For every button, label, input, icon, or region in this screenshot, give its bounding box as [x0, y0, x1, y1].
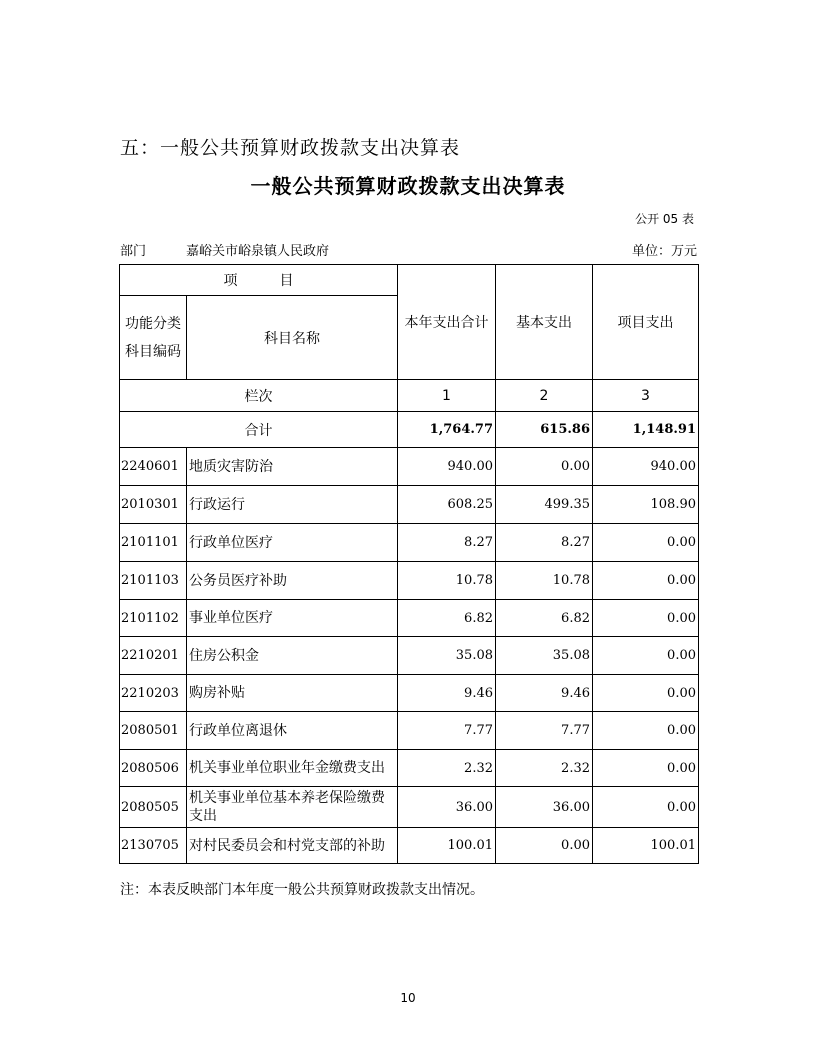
- row-code: 2080501: [120, 712, 187, 750]
- row-subject-name: 购房补贴: [187, 675, 398, 712]
- row-total: 7.77: [398, 712, 496, 750]
- table-row: [120, 562, 699, 600]
- row-subject-name: 地质灾害防治: [187, 448, 398, 486]
- header-item: 项 目: [120, 265, 398, 296]
- row-project: 0.00: [593, 524, 699, 562]
- row-project: 940.00: [593, 448, 699, 486]
- row-subject-name: 住房公积金: [187, 637, 398, 675]
- row-subject-name: 行政单位医疗: [187, 524, 398, 562]
- total-basic: 615.86: [496, 412, 593, 448]
- row-basic: 0.00: [496, 448, 593, 486]
- table-row: [120, 675, 699, 712]
- row-code: 2080506: [120, 750, 187, 787]
- row-project: 0.00: [593, 712, 699, 750]
- header-func-code: 功能分类科目编码: [120, 296, 187, 380]
- table-row: [120, 712, 699, 750]
- header-project: 项目支出: [593, 265, 699, 380]
- row-total: 608.25: [398, 486, 496, 524]
- page-number: 10: [400, 991, 416, 1005]
- column-index-label: 栏次: [120, 380, 398, 412]
- header-subject-name: 科目名称: [187, 296, 398, 380]
- row-subject-name: 机关事业单位基本养老保险缴费支出: [187, 787, 398, 828]
- row-code: 2101101: [120, 524, 187, 562]
- row-basic: 9.46: [496, 675, 593, 712]
- row-subject-name: 事业单位医疗: [187, 600, 398, 637]
- row-subject-name: 机关事业单位职业年金缴费支出: [187, 750, 398, 787]
- row-code: 2101102: [120, 600, 187, 637]
- total-label: 合计: [120, 412, 398, 448]
- table-code: 公开 05 表: [635, 212, 694, 226]
- meta-row: [120, 240, 697, 258]
- row-code: 2240601: [120, 448, 187, 486]
- table-row: [120, 750, 699, 787]
- row-subject-name: 公务员医疗补助: [187, 562, 398, 600]
- table-row: [120, 828, 699, 864]
- unit-label: 单位：万元: [631, 244, 697, 259]
- table-row: [120, 637, 699, 675]
- table-row: [120, 448, 699, 486]
- row-total: 36.00: [398, 787, 496, 828]
- row-basic: 7.77: [496, 712, 593, 750]
- row-project: 0.00: [593, 600, 699, 637]
- row-total: 940.00: [398, 448, 496, 486]
- row-code: 2130705: [120, 828, 187, 864]
- row-total: 9.46: [398, 675, 496, 712]
- department-label: 部门: [120, 244, 147, 259]
- row-code: 2010301: [120, 486, 187, 524]
- column-index-3: 3: [593, 380, 699, 412]
- table-row: [120, 600, 699, 637]
- row-project: 0.00: [593, 562, 699, 600]
- row-basic: 8.27: [496, 524, 593, 562]
- row-total: 100.01: [398, 828, 496, 864]
- column-index-2: 2: [496, 380, 593, 412]
- row-basic: 2.32: [496, 750, 593, 787]
- table-note: 注：本表反映部门本年度一般公共预算财政拨款支出情况。: [120, 882, 484, 898]
- header-basic: 基本支出: [496, 265, 593, 380]
- row-project: 0.00: [593, 637, 699, 675]
- row-code: 2210201: [120, 637, 187, 675]
- row-subject-name: 行政运行: [187, 486, 398, 524]
- page-title: 一般公共预算财政拨款支出决算表: [250, 174, 566, 198]
- table-row: [120, 486, 699, 524]
- row-project: 108.90: [593, 486, 699, 524]
- row-project: 0.00: [593, 675, 699, 712]
- column-index-1: 1: [398, 380, 496, 412]
- row-basic: 499.35: [496, 486, 593, 524]
- row-total: 6.82: [398, 600, 496, 637]
- row-project: 100.01: [593, 828, 699, 864]
- row-subject-name: 对村民委员会和村党支部的补助: [187, 828, 398, 864]
- row-code: 2101103: [120, 562, 187, 600]
- department-name: 嘉峪关市峪泉镇人民政府: [186, 244, 330, 259]
- row-total: 2.32: [398, 750, 496, 787]
- budget-table: [119, 264, 699, 864]
- table-row: [120, 787, 699, 828]
- row-basic: 10.78: [496, 562, 593, 600]
- row-total: 8.27: [398, 524, 496, 562]
- row-project: 0.00: [593, 750, 699, 787]
- table-row: [120, 524, 699, 562]
- row-code: 2210203: [120, 675, 187, 712]
- section-heading: 五：一般公共预算财政拨款支出决算表: [120, 137, 461, 159]
- row-total: 35.08: [398, 637, 496, 675]
- row-basic: 36.00: [496, 787, 593, 828]
- row-subject-name: 行政单位离退休: [187, 712, 398, 750]
- total-sum: 1,764.77: [398, 412, 496, 448]
- row-basic: 35.08: [496, 637, 593, 675]
- row-basic: 0.00: [496, 828, 593, 864]
- row-total: 10.78: [398, 562, 496, 600]
- header-total: 本年支出合计: [398, 265, 496, 380]
- row-code: 2080505: [120, 787, 187, 828]
- row-basic: 6.82: [496, 600, 593, 637]
- row-project: 0.00: [593, 787, 699, 828]
- total-project: 1,148.91: [593, 412, 699, 448]
